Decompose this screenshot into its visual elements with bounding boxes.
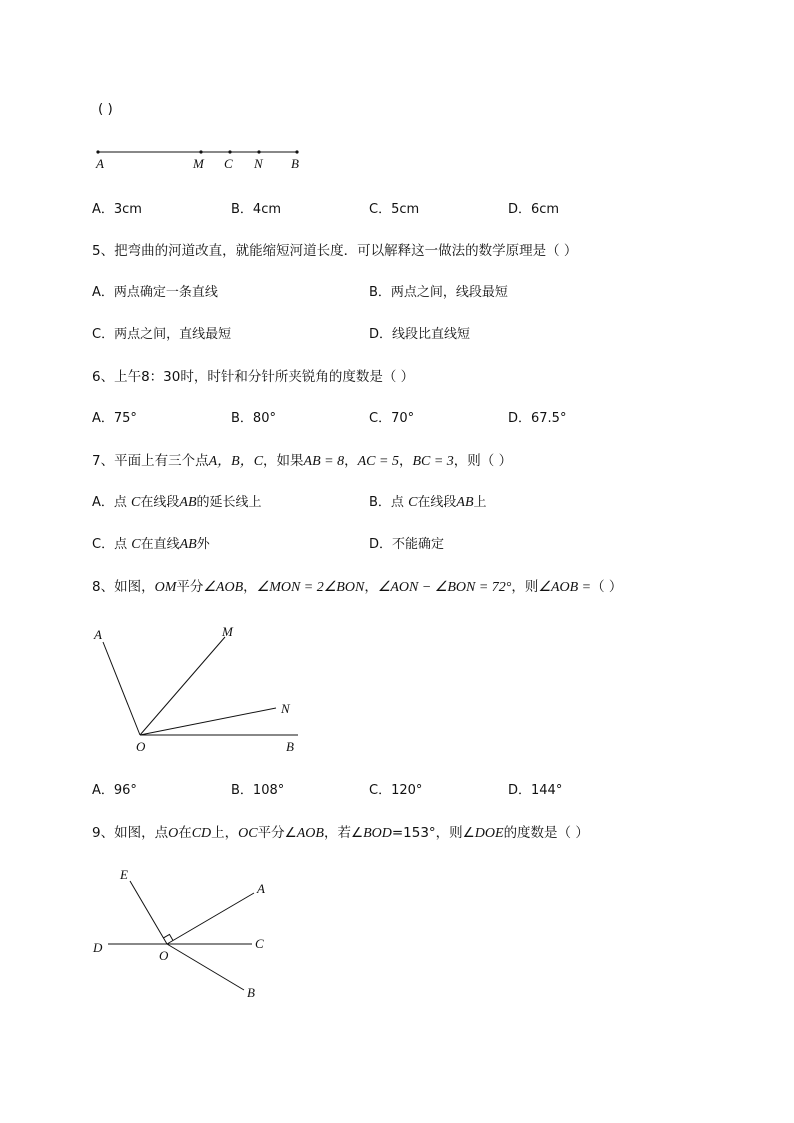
q9-angle-doe: DOE xyxy=(474,826,504,841)
q9-angle-bod: BOD xyxy=(363,826,392,841)
label-b: B xyxy=(291,156,299,171)
q7-c-point: C xyxy=(131,537,141,552)
q8-option-c: C．120° xyxy=(369,783,423,798)
q7-eq-ac: AC = 5 xyxy=(357,454,399,469)
q8-ray-om: OM xyxy=(154,580,177,595)
q8-label-b: B xyxy=(286,739,294,754)
q8-eq-3: ∠AOB = xyxy=(538,580,592,595)
q8-option-b: B．108° xyxy=(231,783,285,798)
q8-sep-2: ， xyxy=(364,579,378,595)
q5-option-c: C．两点之间，直线最短 xyxy=(92,327,232,342)
q8-label-n: N xyxy=(281,701,290,716)
q8-text-3: ，则 xyxy=(511,579,539,595)
ray-ob xyxy=(167,944,244,990)
q7-c-line: AB xyxy=(179,537,197,552)
q7-c-mid: 在直线 xyxy=(140,537,180,552)
q9-label-d: D xyxy=(93,940,103,955)
q7-a-seg: AB xyxy=(179,495,197,510)
q7-b-seg: AB xyxy=(456,495,474,510)
q6-option-c: C．70° xyxy=(369,411,415,426)
q7-sep-1: ， xyxy=(344,453,358,469)
q7-c-pre: C．点 xyxy=(92,537,132,552)
q5-stem: 5、把弯曲的河道改直，就能缩短河道长度．可以解释这一做法的数学原理是（ ） xyxy=(92,243,578,259)
q5-option-d: D．线段比直线短 xyxy=(369,327,471,342)
q7-c-post: 外 xyxy=(196,537,210,552)
q9-angle-aob: AOB xyxy=(296,826,324,841)
q9-text-4: 平分∠ xyxy=(257,825,297,841)
q8-label-a: A xyxy=(94,627,102,642)
q7-a-mid: 在线段 xyxy=(140,495,180,510)
ray-oa xyxy=(167,893,254,944)
q6-option-d: D．67.5° xyxy=(508,411,567,426)
q9-text-7: 的度数是（ ） xyxy=(503,825,589,841)
q7-text-1: 7、平面上有三个点 xyxy=(92,453,209,469)
ray-oe xyxy=(130,881,167,944)
q4-option-d: D．6cm xyxy=(508,202,560,217)
q9-line-cd: CD xyxy=(191,826,212,841)
q7-sep-2: ， xyxy=(398,453,413,469)
answer-paren: ( ) xyxy=(98,101,113,117)
q9-text-5: ，若∠ xyxy=(323,825,364,841)
q9-label-b: B xyxy=(247,985,255,1000)
q8-angle-aob: ∠AOB xyxy=(203,580,244,595)
q9-text-6: =153°，则∠ xyxy=(391,825,475,841)
label-m: M xyxy=(193,156,204,171)
q9-text-2: 在 xyxy=(178,825,192,841)
q7-b-post: 上 xyxy=(473,495,487,510)
q6-option-a: A．75° xyxy=(92,411,137,426)
q8-option-d: D．144° xyxy=(508,783,563,798)
q4-option-a: A．3cm xyxy=(92,202,142,217)
q4-option-c: C．5cm xyxy=(369,202,420,217)
q7-b-point: C xyxy=(408,495,418,510)
q9-label-o: O xyxy=(159,948,169,963)
q9-ray-oc: OC xyxy=(238,826,258,841)
q7-a-post: 的延长线上 xyxy=(196,495,262,510)
q9-text-3: 上， xyxy=(211,825,239,841)
q9-label-a: A xyxy=(257,881,265,896)
q4-option-b: B．4cm xyxy=(231,202,282,217)
q7-text-2: ，如果 xyxy=(263,453,304,469)
q7-points: A，B，C xyxy=(208,454,264,469)
q8-text-4: （ ） xyxy=(591,579,623,595)
q7-eq-ab: AB = 8 xyxy=(303,454,345,469)
q5-option-b: B．两点之间，线段最短 xyxy=(369,285,508,300)
q7-a-pre: A．点 xyxy=(92,495,132,510)
q8-sep-1: ， xyxy=(243,579,257,595)
q7-b-pre: B．点 xyxy=(369,495,409,510)
q8-label-m: M xyxy=(222,624,233,639)
q9-text-1: 9、如图，点 xyxy=(92,825,169,841)
q6-stem: 6、上午8：30时，时针和分针所夹锐角的度数是（ ） xyxy=(92,369,415,385)
q8-text-1: 8、如图， xyxy=(92,579,155,595)
q7-option-d: D．不能确定 xyxy=(369,537,445,552)
q8-option-a: A．96° xyxy=(92,783,137,798)
q9-point-o: O xyxy=(168,826,179,841)
q5-option-a: A．两点确定一条直线 xyxy=(92,285,218,300)
q7-eq-bc: BC = 3 xyxy=(412,454,454,469)
q7-text-3: ，则（ ） xyxy=(453,453,513,469)
label-a: A xyxy=(96,156,104,171)
q8-label-o: O xyxy=(136,739,146,754)
label-n: N xyxy=(254,156,263,171)
q8-text-2: 平分 xyxy=(176,579,204,595)
q7-a-point: C xyxy=(131,495,141,510)
label-c: C xyxy=(224,156,233,171)
q8-eq-1: ∠MON = 2∠BON xyxy=(256,580,365,595)
q6-option-b: B．80° xyxy=(231,411,276,426)
q9-label-e: E xyxy=(120,867,128,882)
q7-b-mid: 在线段 xyxy=(417,495,457,510)
q9-label-c: C xyxy=(255,936,264,951)
q8-eq-2: ∠AON − ∠BON = 72° xyxy=(377,580,512,595)
